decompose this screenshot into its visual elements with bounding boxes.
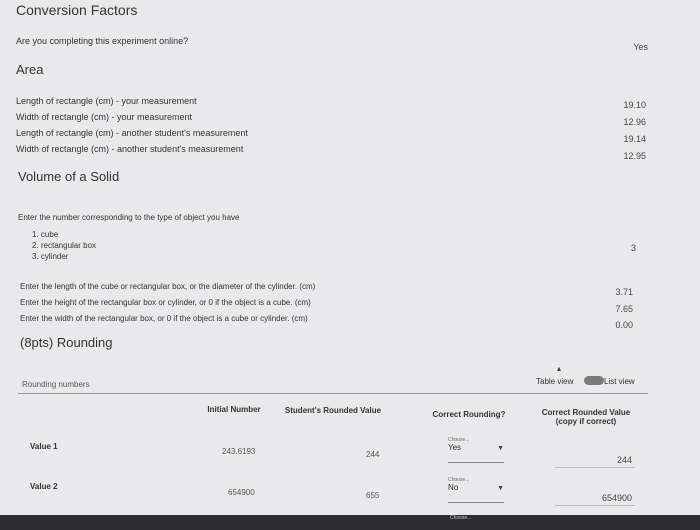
view-toggle-switch[interactable] bbox=[584, 376, 604, 385]
col-initial: Initial Number bbox=[207, 405, 261, 414]
table-view-toggle[interactable]: Table view bbox=[536, 377, 574, 386]
area-value-3[interactable]: 19.14 bbox=[623, 134, 646, 144]
dim-value-3[interactable]: 0.00 bbox=[615, 320, 633, 330]
row2-choose-label: Choose... bbox=[448, 477, 470, 483]
area-value-1[interactable]: 19.10 bbox=[623, 100, 646, 110]
option-cylinder: 3. cylinder bbox=[32, 252, 69, 261]
next-choose[interactable]: Choose... bbox=[450, 515, 472, 521]
col-correct-q: Correct Rounding? bbox=[432, 410, 506, 419]
rounding-heading: (8pts) Rounding bbox=[20, 335, 113, 350]
object-value[interactable]: 3 bbox=[630, 243, 636, 253]
area-label-4: Width of rectangle (cm) - another student's measurement bbox=[16, 144, 244, 154]
area-value-2[interactable]: 12.96 bbox=[623, 117, 646, 127]
row2-correct-select[interactable] bbox=[448, 477, 504, 503]
row2-correct-value[interactable]: 654900 bbox=[601, 493, 632, 503]
area-value-4[interactable]: 12.95 bbox=[623, 151, 646, 161]
row2-input-line bbox=[555, 505, 635, 506]
list-view-toggle[interactable]: List view bbox=[604, 377, 635, 386]
col-student: Student's Rounded Value bbox=[284, 406, 382, 415]
dim-label-3: Enter the width of the rectangular box, or 0 if the object is a cube or cylinder. (cm) bbox=[20, 314, 308, 323]
dim-label-2: Enter the height of the rectangular box or cylinder, or 0 if the object is a cube. (cm) bbox=[20, 298, 311, 307]
dim-value-2[interactable]: 7.65 bbox=[615, 304, 633, 314]
volume-heading: Volume of a Solid bbox=[18, 169, 120, 184]
row1-student: 244 bbox=[366, 450, 380, 459]
online-question: Are you completing this experiment online? bbox=[16, 36, 189, 46]
online-answer[interactable]: Yes bbox=[633, 42, 648, 52]
row2-student: 655 bbox=[366, 491, 380, 500]
col-correct-val: Correct Rounded Value (copy if correct) bbox=[541, 408, 631, 426]
cursor-icon: ▴ bbox=[557, 364, 562, 373]
area-label-2: Width of rectangle (cm) - your measurement bbox=[16, 112, 193, 122]
area-label-1: Length of rectangle (cm) - your measurement bbox=[16, 96, 197, 106]
dim-value-1[interactable]: 3.71 bbox=[615, 287, 633, 297]
footer-bar bbox=[0, 515, 700, 530]
row-label-2: Value 2 bbox=[30, 482, 58, 491]
table-divider bbox=[18, 393, 648, 394]
row1-correct-value[interactable]: 244 bbox=[616, 455, 632, 465]
option-cube: 1. cube bbox=[32, 230, 59, 239]
row1-choose-label: Choose... bbox=[448, 437, 470, 443]
chevron-down-icon: ▼ bbox=[497, 445, 504, 452]
chevron-down-icon: ▼ bbox=[497, 485, 504, 492]
row1-initial: 243.6193 bbox=[222, 447, 256, 456]
row2-choice: No bbox=[448, 483, 459, 492]
option-rect-box: 2. rectangular box bbox=[32, 241, 97, 250]
table-label: Rounding numbers bbox=[22, 380, 90, 389]
area-heading: Area bbox=[16, 62, 44, 77]
dim-label-1: Enter the length of the cube or rectangular box, or the diameter of the cylinder. (cm) bbox=[20, 282, 316, 291]
row-label-1: Value 1 bbox=[30, 442, 58, 451]
area-label-3: Length of rectangle (cm) - another student's measurement bbox=[16, 128, 248, 138]
row1-choice: Yes bbox=[448, 443, 462, 452]
page-title: Conversion Factors bbox=[16, 2, 138, 18]
row2-initial: 654900 bbox=[228, 488, 255, 497]
row1-correct-select[interactable] bbox=[448, 437, 504, 463]
object-prompt: Enter the number corresponding to the type of object you have bbox=[18, 213, 240, 222]
row1-input-line bbox=[555, 467, 635, 468]
